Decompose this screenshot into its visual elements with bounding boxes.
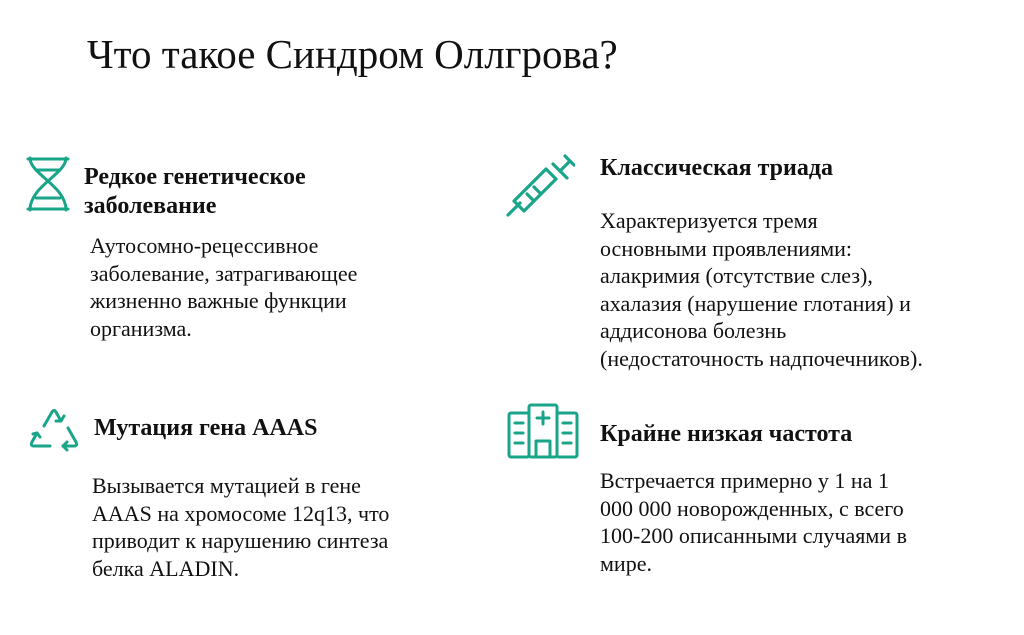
recycle-icon <box>28 404 80 460</box>
text-line: мире. <box>600 550 652 576</box>
slide-title: Что такое Синдром Оллгрова? <box>87 31 618 77</box>
heading-line: заболевание <box>84 193 217 219</box>
card-heading-low-frequency <box>600 420 852 449</box>
text-line: заболевание, затрагивающее <box>90 260 358 286</box>
card-heading-rare-disease <box>84 163 306 221</box>
text-line: жизненно важные функции <box>90 288 347 313</box>
syringe-icon <box>505 150 575 220</box>
text-line: ахалазия (нарушение глотания) и <box>600 290 911 316</box>
heading-line: Мутация гена AAAS <box>94 415 318 441</box>
text-line: Аутосомно-рецессивное <box>90 233 319 258</box>
text-line: (недостаточность надпочечников). <box>600 345 923 371</box>
heading-line: Редкое генетическое <box>84 164 306 190</box>
text-line: алакримия (отсутствие слез), <box>600 263 873 288</box>
text-line: организма. <box>90 315 192 341</box>
card-heading-classic-triad <box>600 154 833 183</box>
card-text-aaas-mutation <box>92 472 389 582</box>
heading-line: Классическая триада <box>600 155 833 181</box>
text-line: приводит к нарушению синтеза <box>92 528 389 553</box>
card-text-rare-disease <box>90 232 357 342</box>
dna-icon <box>24 156 72 212</box>
text-line: 100-200 описанными случаями в <box>600 523 907 548</box>
card-text-classic-triad <box>600 207 923 372</box>
card-text-low-frequency <box>600 467 907 577</box>
text-line: Вызывается мутацией в гене <box>92 473 361 498</box>
text-line: AAAS на хромосоме 12q13, что <box>92 500 390 526</box>
text-line: Встречается примерно у 1 на 1 <box>600 468 889 493</box>
text-line: аддисонова болезнь <box>600 318 787 343</box>
text-line: Характеризуется тремя <box>600 208 818 233</box>
text-line: белка ALADIN. <box>92 555 240 581</box>
card-heading-aaas-mutation <box>94 414 317 443</box>
hospital-icon <box>506 403 580 459</box>
heading-line: Крайне низкая частота <box>600 421 853 447</box>
text-line: 000 000 новорожденных, с всего <box>600 495 904 521</box>
text-line: основными проявлениями: <box>600 235 853 261</box>
